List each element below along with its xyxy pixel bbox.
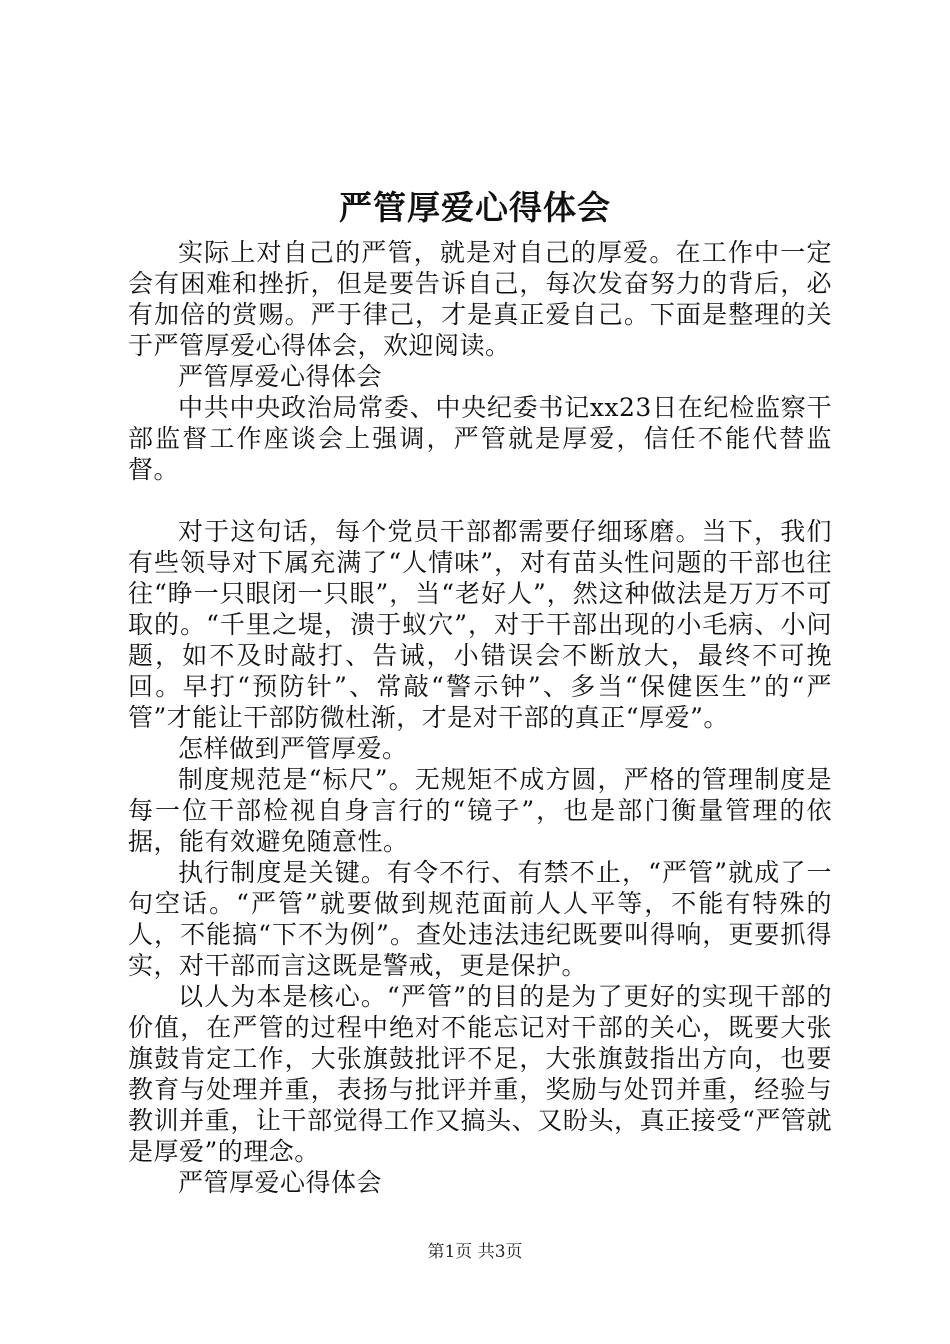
- body-paragraph: 中共中央政治局常委、中央纪委书记xx23日在纪检监察干部监督工作座谈会上强调，严管就是厚爱，信任不能代替监督。: [128, 393, 832, 484]
- body-paragraph: 制度规范是“标尺”。无规矩不成方圆，严格的管理制度是每一位干部检视自身言行的“镜子”，也是部门衡量管理的依据，能有效避免随意性。: [128, 765, 832, 856]
- document-body: [128, 237, 832, 1198]
- paragraph-spacer: [128, 485, 832, 516]
- section-heading: 严管厚爱心得体会: [178, 362, 383, 391]
- section-heading: 严管厚爱心得体会: [178, 1168, 383, 1197]
- page-number-footer: 第1页 共3页: [427, 1242, 523, 1262]
- document-title: 严管厚爱心得体会: [339, 188, 611, 227]
- body-paragraph: 执行制度是关键。有令不行、有禁不止，“严管”就成了一句空话。“严管”就要做到规范面前人人平等，不能有特殊的人，不能搞“下不为例”。查处违法违纪既要叫得响，更要抓得实，对干部而言这既是警戒，更是保护。: [128, 858, 832, 980]
- body-paragraph: 以人为本是核心。“严管”的目的是为了更好的实现干部的价值，在严管的过程中绝对不能忘记对干部的关心，既要大张旗鼓肯定工作，大张旗鼓批评不足，大张旗鼓指出方向，也要教育与处理并重，表扬与批评并重，奖励与处罚并重，经验与教训并重，让干部觉得工作又搞头、又盼头，真正接受“严管就是厚爱”的理念。: [128, 982, 832, 1166]
- intro-paragraph: 实际上对自己的严管，就是对自己的厚爱。在工作中一定会有困难和挫折，但是要告诉自己，每次发奋努力的背后，必有加倍的赏赐。严于律己，才是真正爱自己。下面是整理的关于严管厚爱心得体会，欢迎阅读。: [128, 238, 832, 360]
- section-heading: 怎样做到严管厚爱。: [178, 734, 408, 763]
- body-paragraph: 对于这句话，每个党员干部都需要仔细琢磨。当下，我们有些领导对下属充满了“人情味”，对有苗头性问题的干部也往往“睁一只眼闭一只眼”，当“老好人”，然这种做法是万万不可取的。“千里之堤，溃于蚁穴”，对于干部出现的小毛病、小问题，如不及时敲打、告诫，小错误会不断放大，最终不可挽回。早打“预防针”、常敲“警示钟”、多当“保健医生”的“严管”才能让干部防微杜渐，才是对干部的真正“厚爱”。: [128, 517, 832, 732]
